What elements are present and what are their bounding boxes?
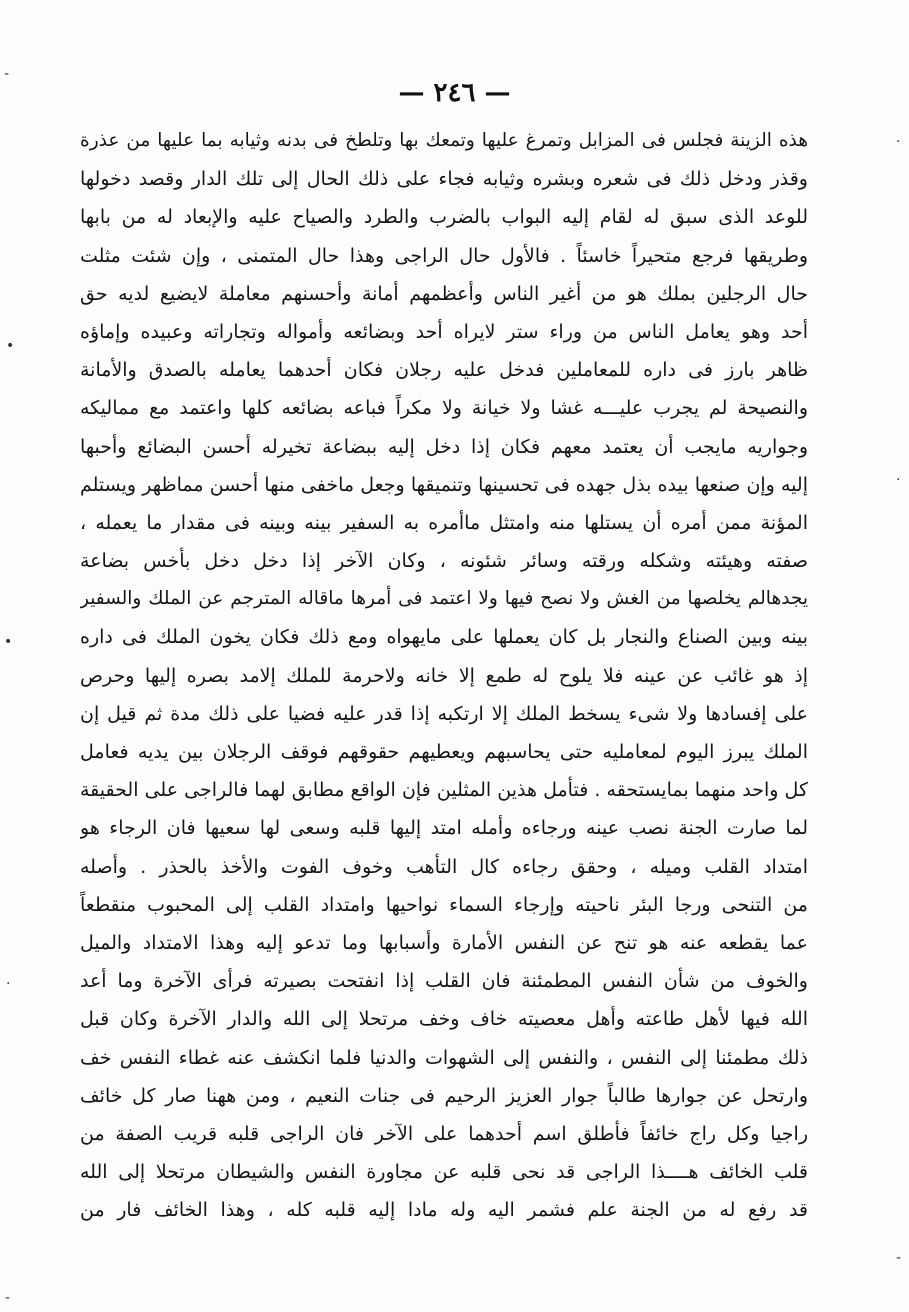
text-line: حال الرجلين بملك هو من أغير الناس وأعظمهم أمانة وأحسنهم معاملة لايضيع لديه حق <box>80 282 808 305</box>
margin-mark: - <box>5 1290 11 1306</box>
body-text <box>80 122 808 1229</box>
text-line: هذه الزينة فجلس فى المزابل وتمرغ عليها وتمعك بها وتلطخ فى بدنه وثيابه بما عليها من عذرة <box>80 130 808 151</box>
text-line: الله فيها لأهل طاعته وأهل معصيته خاف وخف مرتحلا إلى الله والدار الآخرة وكان قبل <box>80 1008 808 1031</box>
text-line: امتداد القلب وميله ، وحقق رجاءه كال التأهب وخوف الفوت والأخذ بالحذر . وأصله <box>80 855 808 878</box>
text-line: لما صارت الجنة نصب عينه ورجاءه وأمله امتد إليها قلبه وسعى لها سعيها فان الرجاء هو <box>80 817 808 840</box>
text-line: ذلك مطمئنا إلى النفس ، والنفس إلى الشهوات والدنيا فلما انكشف عنه غطاء النفس خف <box>80 1046 808 1069</box>
text-line: إليه وإن صنعها بيده بذل جهده فى تحسينها وتنميقها وجعل ماخفى منها أحسن مماظهر ويستلم <box>80 473 808 496</box>
text-line: وارتحل عن جوارها طالباً جوار العزيز الرحيم فى جنات النعيم ، ومن ههنا صار كل خائف <box>80 1084 808 1107</box>
page-number: — ٢٤٦ — <box>398 78 511 108</box>
margin-dot: • <box>6 338 15 354</box>
text-line: عما يقطعه عنه هو تنح عن النفس الأمارة وأسبابها وما تدعو إليه وهذا الامتداد والميل <box>80 931 808 954</box>
text-line: إذ هو غائب عن عينه فلا يلوح له طمع إلا خانه ولاحرمة للملك إلامد بصره إليها وحرص <box>80 664 808 687</box>
text-line: وجواريه مايجب أن يعتمد معهم فكان إذا دخل إليه ببضاعة تخيرله أحسن البضائع وأحبها <box>80 435 808 458</box>
margin-mark: - <box>896 1250 902 1266</box>
text-line: قلب الخائف هــــذا الراجى قد نحى قلبه عن مجاورة النفس والشيطان مرتحلا إلى الله <box>80 1161 808 1184</box>
text-line: للوعد الذى سبق له لقام إليه البواب بالضرب والطرد والصياح عليه والإبعاد له من بابها <box>80 206 808 229</box>
text-line: والخوف من شأن النفس المطمئنة فان القلب إذا انفتحت بصيرته فرأى الآخرة وما أعد <box>80 970 808 993</box>
margin-mark: - <box>4 66 10 82</box>
text-line: والنصيحة لم يجرب عليـــه غشا ولا خيانة ولا مكراً فباعه بضائعه كلها واعتمد مع مماليكه <box>80 397 808 420</box>
text-line: راجيا وكل راج خائفاً فأطلق اسم أحدهما على الآخر فان الراجى قلبه قريب الصفة من <box>80 1122 808 1145</box>
text-line: يجدهالم يخلصها من الغش ولا نصح فيها ولا اعتمد فى أمرها ماقاله المترجم عن الملك والسفير <box>80 588 808 610</box>
margin-mark: · <box>896 134 901 150</box>
text-line: قد رفع له من الجنة علم فشمر اليه وله مادا إليه قلبه كله ، وهذا الخائف فار من <box>80 1199 808 1222</box>
text-line: أحد وهو يعامل الناس من وراء ستر لايراه أحد وبضائعه وأمواله وتجاراته وعبيده وإماؤه <box>80 320 808 343</box>
text-line: بينه وبين الصناع والنجار بل كان يعملها على مايهواه ومع ذلك فكان يخون الملك فى داره <box>80 626 808 649</box>
text-line: كل واحد منهما بمايستحقه . فتأمل هذين المثلين فإن الواقع مطابق لهما فالراجى على الحقيقة <box>80 779 808 802</box>
text-line: الملك يبرز اليوم لمعامليه حتى يحاسبهم ويعطيهم حقوقهم فوقف الرجلان بين يديه فعامل <box>80 741 808 763</box>
text-line: وقذر ودخل ذلك فى شعره وبشره وثيابه فجاء على ذلك الحال إلى تلك الدار وقصد دخولها <box>80 168 808 191</box>
text-line: من التنحى ورجا البئر ناحيته وإرجاء السماء نواحيها وامتداد القلب إلى المحبوب منقطعاً <box>80 893 808 916</box>
text-line: ظاهر بارز فى داره للمعاملين فدخل عليه رجلان فكان أحدهما يعامله بالصدق والأمانة <box>80 359 808 382</box>
margin-mark: · <box>896 472 901 488</box>
text-line: على إفسادها ولا شىء يسخط الملك إلا ارتكبه إذا قدر عليه فضيا على ذلك مدة ثم قيل إن <box>80 702 808 725</box>
margin-dot: · <box>6 976 11 992</box>
text-line: صفته وهيئته وشكله ورقته وسائر شئونه ، وكان الآخر إذا دخل دخل بأخس بضاعة <box>80 550 808 573</box>
margin-dot: • <box>4 634 13 650</box>
text-line: المؤنة ممن أمره أن يستلها منه وامتثل ماأمره به السفير بينه وبينه فى مقدار ما يعمله ، <box>80 511 808 534</box>
text-line: وطريقها فرجع متحيراً خاسئاً . فالأول حال الراجى وهذا حال المتمنى ، وإن شئت مثلت <box>80 244 808 267</box>
